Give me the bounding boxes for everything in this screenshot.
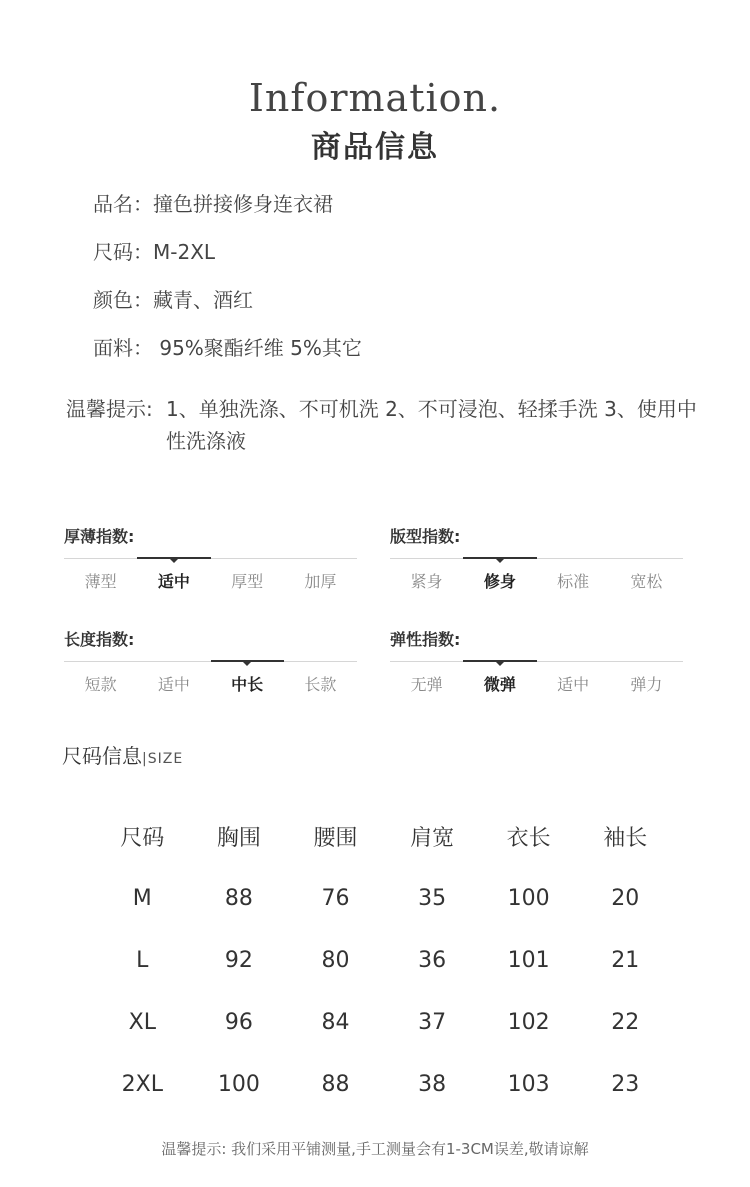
table-cell: 88 <box>224 885 253 911</box>
table-header-cell: 胸围 <box>216 825 261 851</box>
table-cell: 20 <box>611 885 640 911</box>
table-cell: 2XL <box>121 1071 163 1097</box>
table-cell: 103 <box>507 1071 550 1097</box>
index-option: 厚型 <box>231 572 264 591</box>
index-elasticity <box>390 627 683 695</box>
info-value: M-2XL <box>153 240 216 264</box>
index-option: 弹力 <box>630 675 663 694</box>
index-pointer-icon <box>496 559 504 563</box>
table-cell: 38 <box>418 1071 447 1097</box>
index-option: 修身 <box>483 572 516 591</box>
table-cell: 76 <box>321 885 350 911</box>
table-cell: 96 <box>224 1009 253 1035</box>
index-track <box>64 558 357 559</box>
table-cell: 36 <box>418 947 447 973</box>
index-thickness <box>64 524 357 592</box>
size-table <box>94 805 674 1115</box>
size-title-text: 尺码信息 <box>62 744 142 768</box>
index-title: 长度指数: <box>64 630 135 649</box>
care-tip <box>66 393 706 457</box>
care-tip-text: 1、单独洗涤、不可机洗 2、不可浸泡、轻揉手洗 3、使用中性洗涤液 <box>166 397 697 453</box>
table-header-row <box>94 805 674 867</box>
table-row <box>94 867 674 929</box>
index-pointer-icon <box>170 559 178 563</box>
table-cell: 22 <box>611 1009 640 1035</box>
info-row-fabric <box>93 332 362 361</box>
index-option: 适中 <box>557 675 590 694</box>
info-row-size <box>93 236 215 265</box>
info-value: 95%聚酯纤维 5%其它 <box>153 336 362 360</box>
table-cell: 101 <box>507 947 550 973</box>
index-fit <box>390 524 683 592</box>
index-option: 中长 <box>231 675 264 694</box>
table-cell: 84 <box>321 1009 350 1035</box>
index-option: 紧身 <box>410 572 443 591</box>
table-cell: 92 <box>224 947 253 973</box>
table-cell: 100 <box>217 1071 260 1097</box>
table-cell: 37 <box>418 1009 447 1035</box>
info-label: 颜色： <box>93 288 153 312</box>
table-header-cell: 袖长 <box>603 825 648 851</box>
table-header-cell: 肩宽 <box>410 825 455 851</box>
index-track <box>64 661 357 662</box>
index-option: 适中 <box>157 572 190 591</box>
info-row-color <box>93 284 253 313</box>
table-cell: 21 <box>611 947 640 973</box>
index-option: 无弹 <box>410 675 443 694</box>
table-cell: 23 <box>611 1071 640 1097</box>
header-title-en: Information. <box>248 76 502 120</box>
measurement-note: 温馨提示: 我们采用平铺测量,手工测量会有1-3CM误差,敬请谅解 <box>161 1140 589 1158</box>
index-option: 微弹 <box>483 675 516 694</box>
size-section-title <box>62 740 183 769</box>
info-value: 藏青、酒红 <box>153 288 253 312</box>
table-cell: 35 <box>418 885 447 911</box>
index-option: 薄型 <box>84 572 117 591</box>
size-subtitle: |SIZE <box>142 751 184 767</box>
index-title: 弹性指数: <box>390 630 461 649</box>
index-title: 厚薄指数: <box>64 527 135 546</box>
index-length <box>64 627 357 695</box>
index-title: 版型指数: <box>390 527 461 546</box>
care-tip-label: 温馨提示: <box>66 397 153 421</box>
index-pointer-icon <box>243 662 251 666</box>
index-option: 适中 <box>157 675 190 694</box>
table-cell: 100 <box>507 885 550 911</box>
table-header-cell: 尺码 <box>120 825 165 851</box>
info-label: 品名： <box>93 192 153 216</box>
table-cell: M <box>132 885 152 911</box>
table-header-cell: 腰围 <box>313 825 358 851</box>
info-value: 撞色拼接修身连衣裙 <box>153 192 333 216</box>
info-label: 面料： <box>93 336 153 360</box>
table-row <box>94 929 674 991</box>
index-track <box>390 661 683 662</box>
table-cell: XL <box>128 1009 156 1035</box>
index-option: 短款 <box>84 675 117 694</box>
index-option: 加厚 <box>304 572 337 591</box>
index-track <box>390 558 683 559</box>
index-option: 宽松 <box>630 572 663 591</box>
table-cell: 88 <box>321 1071 350 1097</box>
index-option: 标准 <box>557 572 590 591</box>
table-cell: L <box>136 947 149 973</box>
header-title-cn: 商品信息 <box>311 130 439 165</box>
table-row <box>94 991 674 1053</box>
table-cell: 102 <box>507 1009 550 1035</box>
info-row-name <box>93 188 333 217</box>
index-option: 长款 <box>304 675 337 694</box>
info-label: 尺码： <box>93 240 153 264</box>
table-cell: 80 <box>321 947 350 973</box>
table-header-cell: 衣长 <box>506 825 551 851</box>
table-row <box>94 1053 674 1115</box>
index-pointer-icon <box>496 662 504 666</box>
